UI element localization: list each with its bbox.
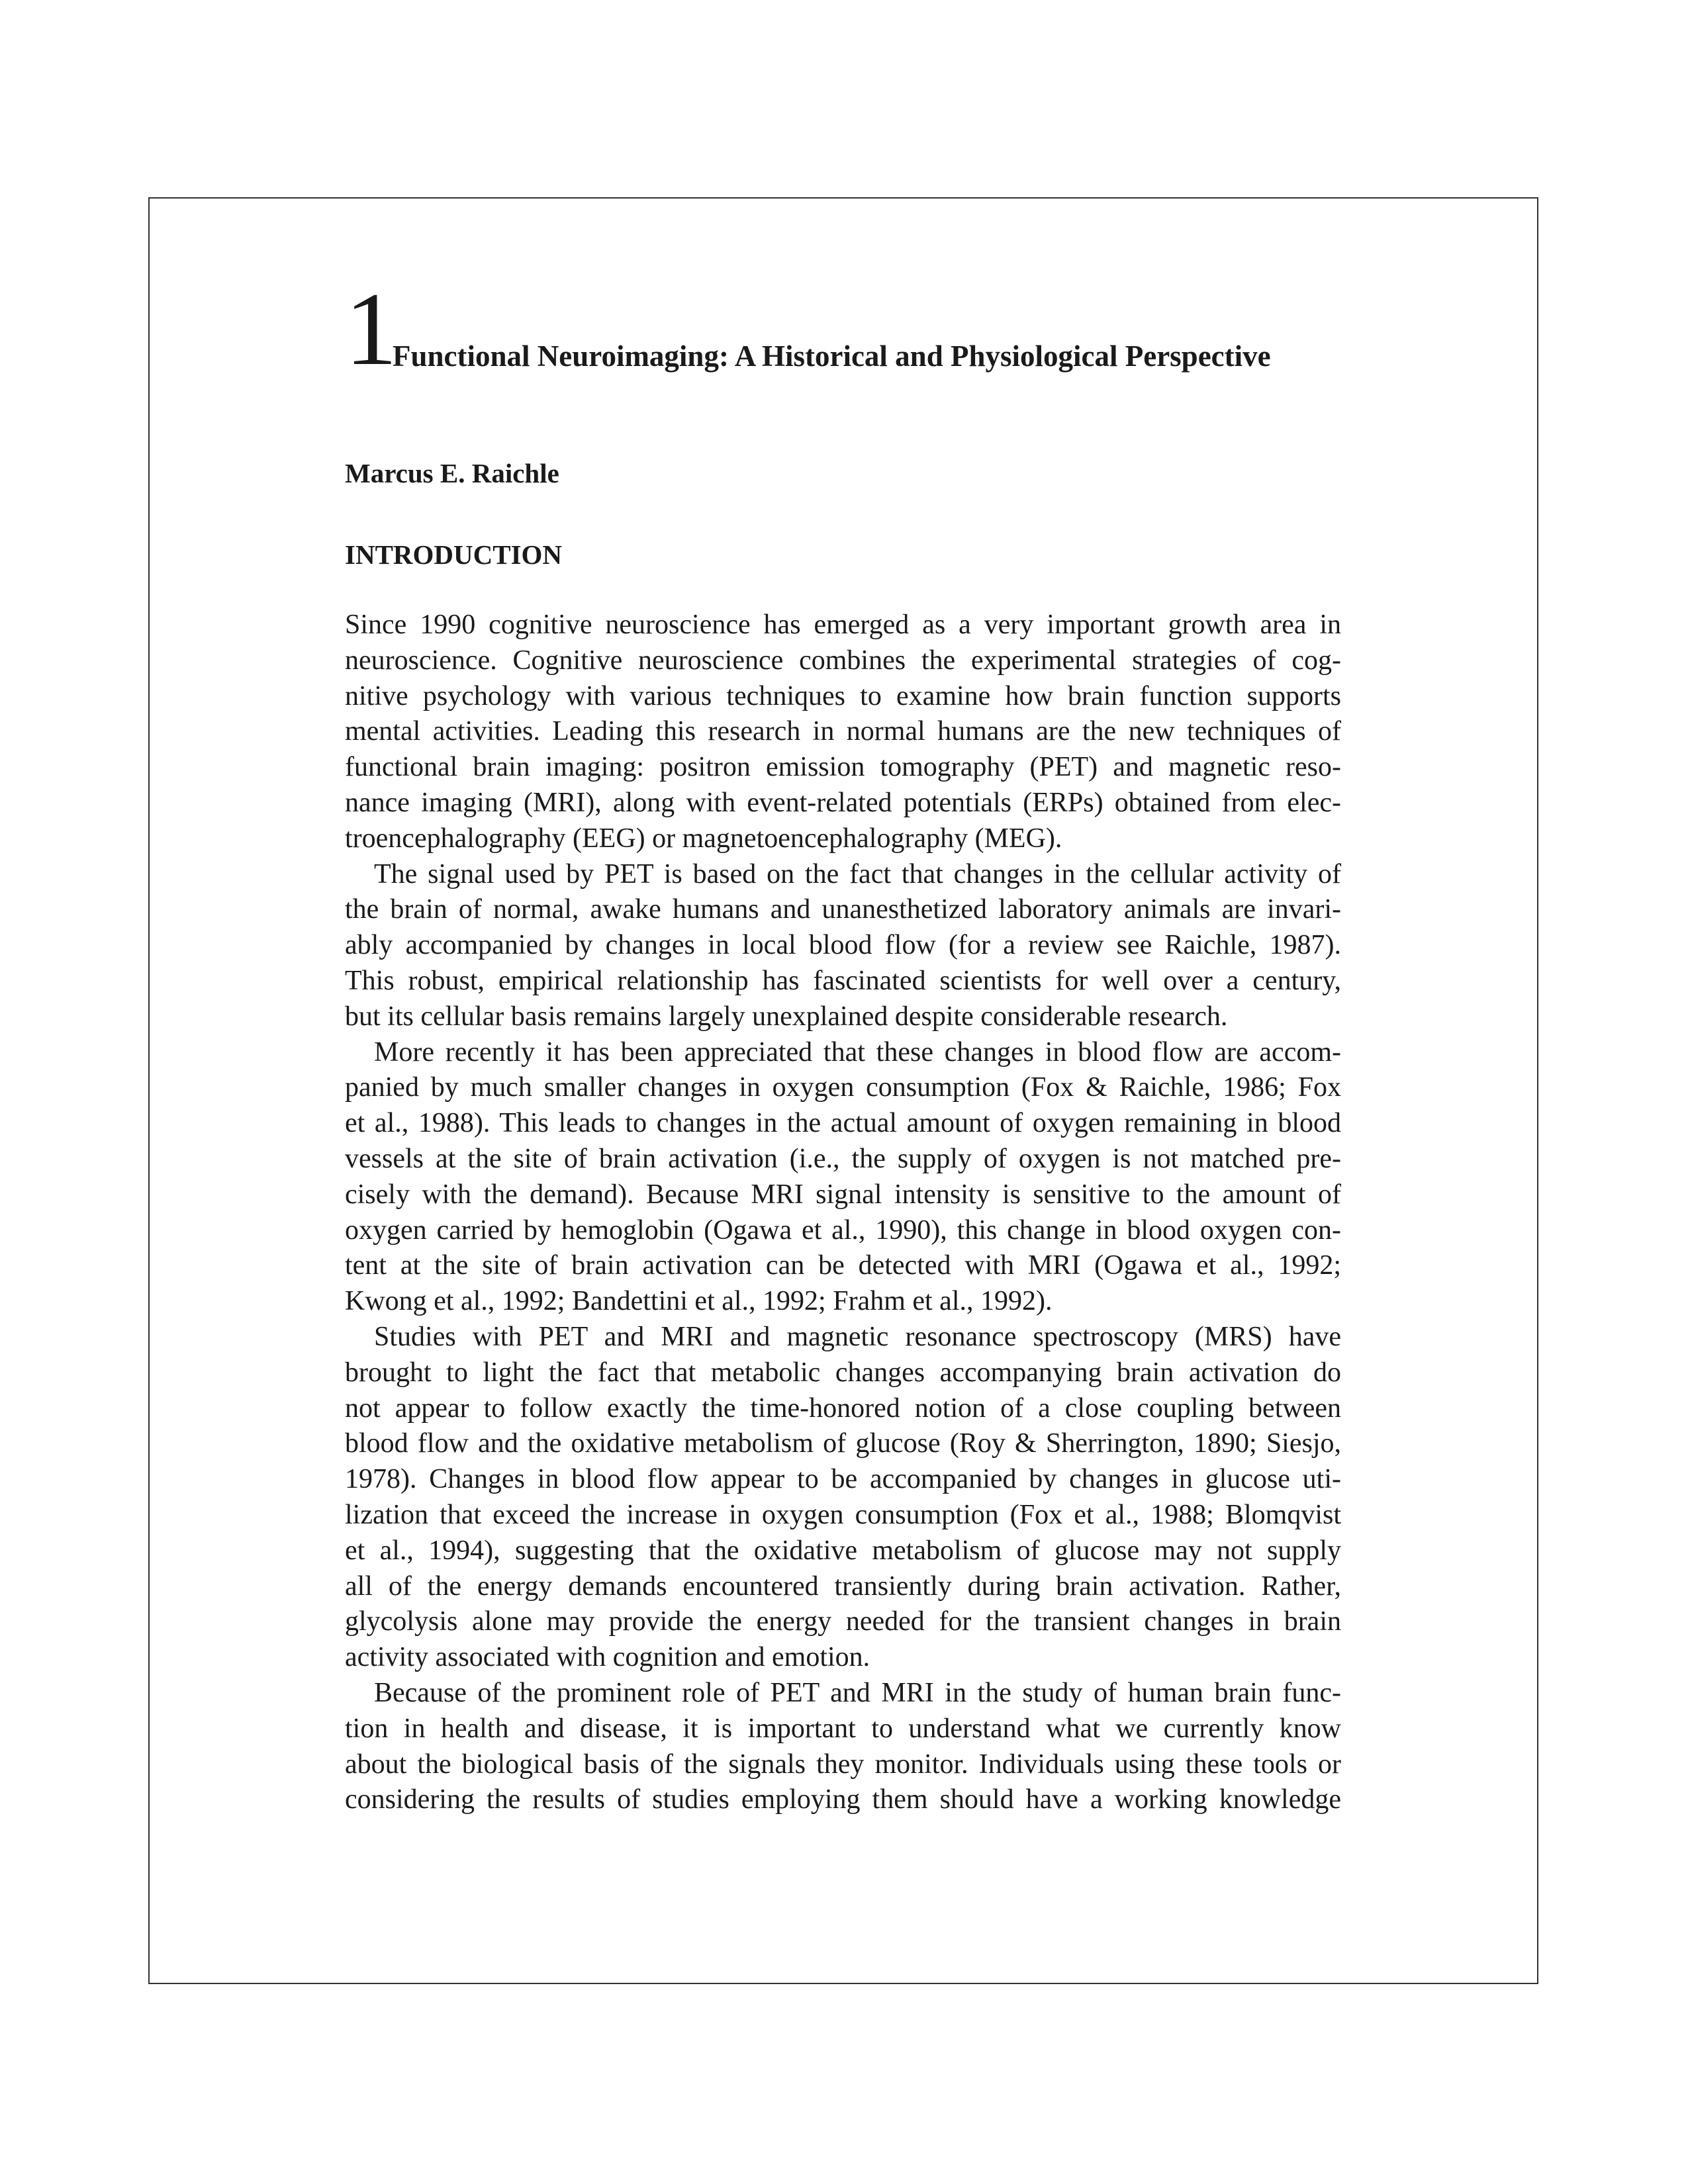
text-line: cisely with the demand). Because MRI signal intensity is sensitive to the amount of bbox=[345, 1179, 1341, 1210]
text-line: activity associated with cognition and emotion. bbox=[345, 1642, 870, 1673]
text-line: Studies with PET and MRI and magnetic resonance spectroscopy (MRS) have bbox=[374, 1321, 1341, 1352]
text-line: vessels at the site of brain activation (i.e., the supply of oxygen is not matched pre- bbox=[345, 1143, 1341, 1174]
text-line: Kwong et al., 1992; Bandettini et al., 1992; Frahm et al., 1992). bbox=[345, 1286, 1053, 1317]
text-line: brought to light the fact that metabolic changes accompanying brain activation do bbox=[345, 1357, 1341, 1388]
text-line: but its cellular basis remains largely unexplained despite considerable research. bbox=[345, 1001, 1228, 1032]
text-line: mental activities. Leading this research in normal humans are the new techniques of bbox=[345, 716, 1341, 747]
section-heading: INTRODUCTION bbox=[345, 539, 563, 570]
text-line: lization that exceed the increase in oxygen consumption (Fox et al., 1988; Blomqvist bbox=[345, 1499, 1341, 1530]
text-line: et al., 1994), suggesting that the oxidative metabolism of glucose may not supply bbox=[345, 1535, 1341, 1566]
text-line: tent at the site of brain activation can be detected with MRI (Ogawa et al., 1992; bbox=[345, 1250, 1341, 1281]
text-line: Because of the prominent role of PET and MRI in the study of human brain func- bbox=[374, 1677, 1341, 1708]
text-line: This robust, empirical relationship has fascinated scientists for well over a century, bbox=[345, 965, 1341, 996]
body-text bbox=[345, 608, 1341, 1818]
text-line: Since 1990 cognitive neuroscience has emerged as a very important growth area in bbox=[345, 610, 1341, 640]
text-line: oxygen carried by hemoglobin (Ogawa et al., 1990), this change in blood oxygen con- bbox=[345, 1214, 1341, 1246]
text-line: all of the energy demands encountered transiently during brain activation. Rather, bbox=[345, 1570, 1341, 1602]
text-line: nance imaging (MRI), along with event-related potentials (ERPs) obtained from elec- bbox=[345, 787, 1341, 818]
text-line: More recently it has been appreciated that these changes in blood flow are accom- bbox=[374, 1036, 1341, 1068]
text-line: blood flow and the oxidative metabolism of glucose (Roy & Sherrington, 1890; Siesjo, bbox=[345, 1428, 1341, 1459]
text-line: troencephalography (EEG) or magnetoencephalography (MEG). bbox=[345, 823, 1062, 854]
text-line: functional brain imaging: positron emission tomography (PET) and magnetic reso- bbox=[345, 752, 1341, 783]
text-line: nitive psychology with various techniques to examine how brain function supports bbox=[345, 680, 1341, 711]
text-line: neuroscience. Cognitive neuroscience combines the experimental strategies of cog- bbox=[345, 645, 1341, 676]
text-line: considering the results of studies employing them should have a working knowledge bbox=[345, 1784, 1341, 1815]
text-line: et al., 1988). This leads to changes in the actual amount of oxygen remaining in blood bbox=[345, 1108, 1341, 1139]
text-line: 1978). Changes in blood flow appear to be accompanied by changes in glucose uti- bbox=[345, 1464, 1341, 1495]
chapter-title: Functional Neuroimaging: A Historical and Physiological Perspective bbox=[393, 340, 1271, 373]
author-name: Marcus E. Raichle bbox=[345, 458, 559, 488]
text-line: ably accompanied by changes in local blood flow (for a review see Raichle, 1987). bbox=[345, 930, 1341, 961]
text-line: not appear to follow exactly the time-honored notion of a close coupling between bbox=[345, 1392, 1341, 1424]
text-line: The signal used by PET is based on the fact that changes in the cellular activity of bbox=[374, 858, 1341, 889]
text-line: glycolysis alone may provide the energy needed for the transient changes in brain bbox=[345, 1606, 1341, 1637]
chapter-number: 1 bbox=[345, 271, 397, 387]
text-line: panied by much smaller changes in oxygen consumption (Fox & Raichle, 1986; Fox bbox=[345, 1072, 1341, 1103]
chapter-heading bbox=[345, 271, 1404, 387]
text-line: the brain of normal, awake humans and unanesthetized laboratory animals are invari- bbox=[345, 894, 1341, 925]
text-line: about the biological basis of the signals they monitor. Individuals using these tools or bbox=[345, 1749, 1341, 1780]
text-line: tion in health and disease, it is important to understand what we currently know bbox=[345, 1713, 1341, 1744]
